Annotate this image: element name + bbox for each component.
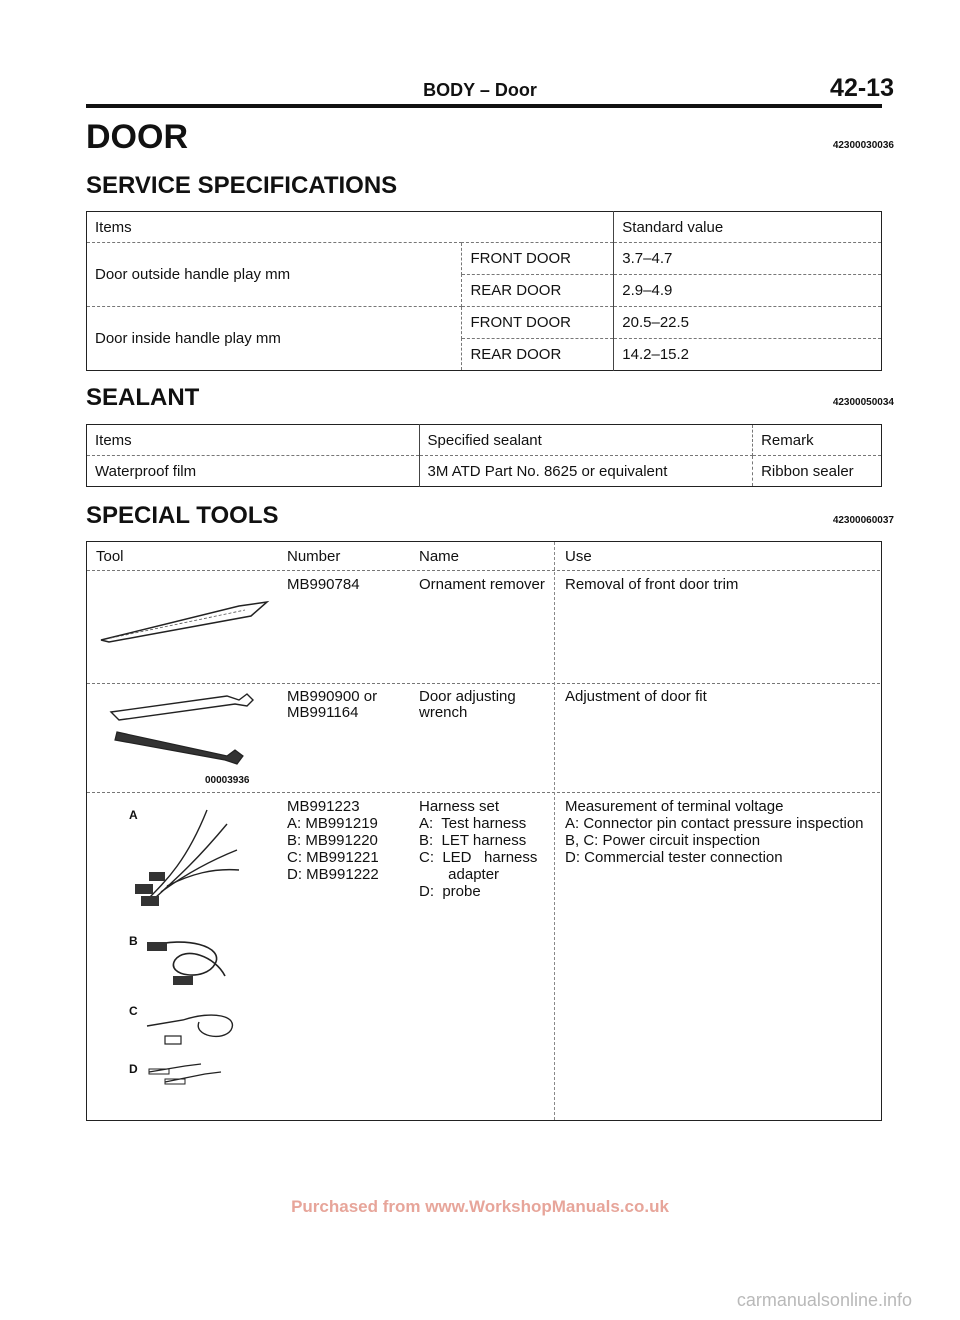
tool-name: Ornament remover (419, 576, 545, 593)
spec-value: 3.7–4.7 (614, 243, 882, 275)
sealant-cell: Ribbon sealer (761, 462, 854, 480)
spec-value: 2.9–4.9 (614, 275, 882, 307)
spec-value: 14.2–15.2 (622, 346, 690, 363)
special-tools-title: SPECIAL TOOLS (86, 502, 279, 529)
column-divider (554, 542, 555, 1120)
tool-name: wrench (419, 704, 468, 721)
tool-name: Harness set (419, 798, 500, 815)
tools-header-name: Name (419, 548, 460, 565)
figure-code: 00003936 (205, 775, 250, 786)
door-code: 42300030036 (832, 140, 894, 151)
harness-label-c: C (129, 1004, 138, 1018)
harness-label-a: A (129, 808, 138, 822)
sealant-header: Remark (753, 425, 882, 456)
sealant-cell: Waterproof film (87, 456, 420, 487)
tools-header-number: Number (287, 548, 341, 565)
sealant-header: Specified sealant (419, 425, 753, 456)
page-number: 42-13 (830, 74, 894, 102)
tool-use: D: Commercial tester connection (565, 849, 783, 866)
sealant-header: Items (87, 425, 420, 456)
tool-name: Door adjusting (419, 688, 516, 705)
header-rule (86, 104, 882, 108)
running-header: BODY – Door (423, 80, 537, 100)
tool-number: MB991164 (287, 704, 359, 721)
harness-label-b: B (129, 934, 138, 948)
tool-use: A: Connector pin contact pressure inspection (565, 815, 864, 832)
tool-name: C: LED harness (419, 849, 538, 866)
spec-door: FRONT DOOR (462, 307, 614, 339)
sealant-table (86, 424, 882, 487)
sealant-code: 42300050034 (832, 397, 894, 408)
spec-item: Door inside handle play mm (87, 307, 462, 371)
row-divider (87, 683, 880, 684)
tool-number: B: MB991220 (287, 832, 378, 849)
tool-number: MB990784 (287, 576, 360, 593)
spec-door: REAR DOOR (462, 275, 614, 307)
tool-number: MB990900 or (287, 688, 378, 705)
header-standard-value: Standard value (614, 212, 882, 243)
led-harness-adapter-illustration (143, 1000, 243, 1050)
purchase-footer: Purchased from www.WorkshopManuals.co.uk (291, 1197, 669, 1216)
tools-header-tool: Tool (96, 548, 124, 565)
section-title-door: DOOR (86, 118, 188, 156)
harness-label-d: D (129, 1062, 138, 1076)
spec-item: Door outside handle play mm (87, 243, 462, 307)
ornament-remover-illustration (99, 594, 274, 644)
sealant-cell: 3M ATD Part No. 8625 or equivalent (419, 456, 753, 487)
spec-door: REAR DOOR (462, 339, 614, 371)
header-items: Items (87, 212, 614, 243)
tool-use: Adjustment of door fit (565, 688, 707, 705)
spec-value: 20.5–22.5 (614, 307, 882, 339)
tool-number: C: MB991221 (287, 849, 379, 866)
tool-use: Measurement of terminal voltage (565, 798, 784, 815)
site-watermark: carmanualsonline.info (736, 1290, 912, 1310)
sealant-title: SEALANT (86, 384, 200, 411)
test-harness-illustration (127, 800, 247, 910)
row-divider (87, 792, 880, 793)
tool-name: B: LET harness (419, 832, 527, 849)
tool-name: adapter (419, 866, 500, 883)
let-harness-illustration (145, 936, 235, 996)
tool-use: Removal of front door trim (565, 576, 739, 593)
service-specs-title: SERVICE SPECIFICATIONS (86, 172, 398, 199)
tools-header-use: Use (565, 548, 592, 565)
tool-number: A: MB991219 (287, 815, 378, 832)
tool-use: B, C: Power circuit inspection (565, 832, 761, 849)
tool-number: D: MB991222 (287, 866, 379, 883)
special-tools-table (86, 541, 882, 1121)
tool-name: A: Test harness (419, 815, 527, 832)
tool-number: MB991223 (287, 798, 360, 815)
row-divider (87, 570, 880, 571)
tool-name: D: probe (419, 883, 481, 900)
probe-illustration (145, 1058, 235, 1088)
service-specs-table (86, 211, 882, 371)
door-adjusting-wrench-illustration (107, 690, 277, 770)
special-tools-code: 42300060037 (832, 515, 894, 526)
spec-door: FRONT DOOR (462, 243, 614, 275)
